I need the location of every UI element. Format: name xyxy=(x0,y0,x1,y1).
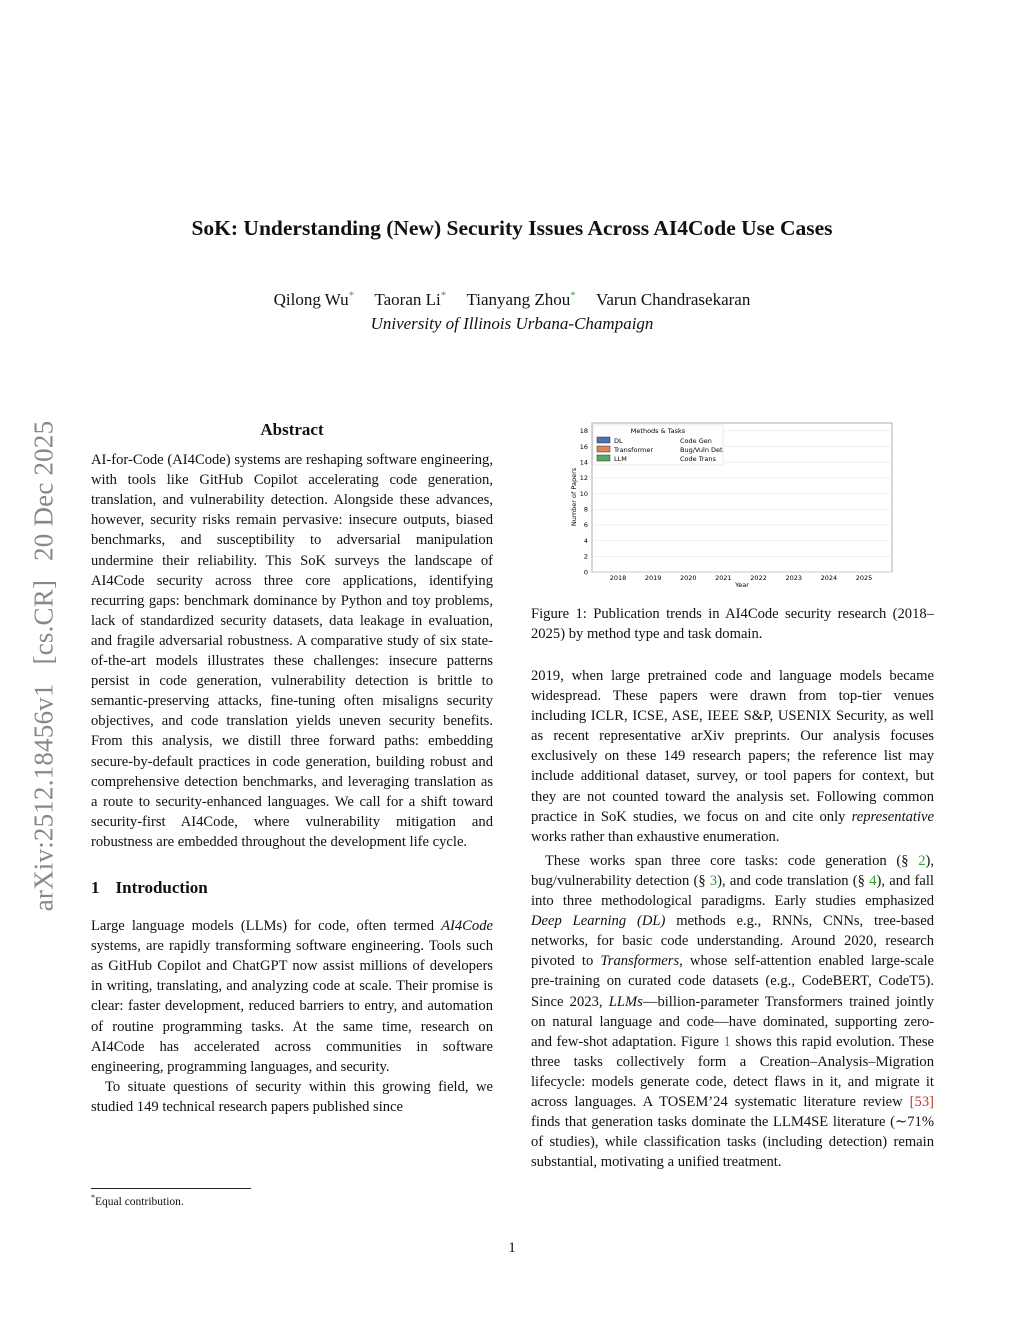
paper-title: SoK: Understanding (New) Security Issues Across AI4Code Use Cases xyxy=(191,216,833,240)
arxiv-id: arXiv:2512.18456v1 xyxy=(28,683,59,912)
x-tick-label: 2025 xyxy=(855,574,873,582)
footnote: *Equal contribution. xyxy=(91,1193,184,1208)
author: Varun Chandrasekaran xyxy=(595,289,751,309)
abstract-text: AI-for-Code (AI4Code) systems are reshaping software engineering, with tools like GitHub Copilot accelerating code generation, translation, and vulnerability detection. Alongside these advances, however, security risks remain pervasive: insecure outputs, biased benchmarks, and susceptibility to adversarial manipulation undermine their reliability. This SoK surveys the landscape of AI4Code security across three core applications, identifying recurring gaps: benchmark dominance by Python and toy problems, lack of standardized security datasets, data leakage in evaluation, and fragile adversarial robustness. A comparative study of six state-of-the-art models illustrates these challenges: insecure patterns persist in code generation, vulnerability detection is brittle to semantic-preserving attacks, fine-tuning often misaligns security objectives, and code translation yields uneven security benefits. From this analysis, we distill three forward paths: embedding secure-by-default practices in code generation, building robust and comprehensive detection benchmarks, and leveraging translation as a route to security-enhanced languages. We call for a shift toward security-first AI4Code, where vulnerability mitigation and robustness are embedded throughout the development life cycle. xyxy=(91,452,493,850)
y-tick-label: 12 xyxy=(579,474,588,483)
right-column xyxy=(531,666,934,1172)
legend-swatch-transformer xyxy=(597,446,610,452)
author: Taoran Li* xyxy=(374,289,447,309)
abstract-heading: Abstract xyxy=(260,420,324,439)
y-tick-label: 2 xyxy=(583,552,588,561)
right-paragraph-1: 2019, when large pretrained code and language models became widespread. These papers were drawn from top-tier venues including ICLR, ICSE, ASE, IEEE S&P, USENIX Security, as well as recent representative arXiv preprints. Our analysis focuses exclusively on these 149 research papers; the reference list may include additional dataset, survey, or tool papers for context, but they are not counted toward the analysis set. Following common practice in SoK studies, we focus on and cite only representative works rather than exhaustive enumeration. xyxy=(531,668,934,845)
section-ref-4[interactable]: 4 xyxy=(869,872,877,889)
legend-swatch-dl xyxy=(597,437,610,443)
section-title: Introduction xyxy=(115,877,208,897)
legend-title: Methods & Tasks xyxy=(630,427,686,435)
arxiv-date: 20 Dec 2025 xyxy=(28,420,59,561)
author-list xyxy=(0,289,1024,310)
y-tick-label: 8 xyxy=(583,505,588,514)
x-tick-label: 2022 xyxy=(750,574,767,582)
y-tick-label: 10 xyxy=(579,489,588,498)
legend-label-llm: LLM xyxy=(614,455,627,463)
legend-label-dl: DL xyxy=(614,437,623,445)
y-tick-label: 4 xyxy=(583,536,588,545)
section-ref-2[interactable]: 2 xyxy=(918,852,926,869)
figure-1-caption: Figure 1: Publication trends in AI4Code security research (2018–2025) by method type and task domain. xyxy=(531,606,934,643)
author: Qilong Wu* xyxy=(273,289,355,309)
figure-1-chart xyxy=(560,420,900,590)
x-tick-label: 2023 xyxy=(785,574,802,582)
y-tick-label: 16 xyxy=(579,442,588,451)
legend-swatch-llm xyxy=(597,455,610,461)
intro-paragraph-1: Large language models (LLMs) for code, often termed AI4Code systems, are rapidly transforming software engineering. Tools such as GitHub Copilot and ChatGPT now assist millions of developers in writing, translating, and analyzing code at scale. Their promise is clear: faster development, reduced barriers to entry, and automation of routine programming tasks. At the same time, research on AI4Code has accelerated across communities in software engineering, programming languages, and security. xyxy=(91,918,493,1075)
footnote-rule xyxy=(91,1188,251,1189)
y-tick-label: 6 xyxy=(583,521,588,530)
citation-53[interactable]: [53] xyxy=(909,1093,934,1110)
figure-ref-1[interactable]: 1 xyxy=(723,1033,731,1050)
right-paragraph-2: These works span three core tasks: code generation (§ 2), bug/vulnerability detection (§ 3), and code translation (§ 4), and fall into three methodological paradigms. Early studies emphasized Deep Learning (DL) methods e.g., RNNs, CNNs, tree-based networks, for basic code understanding. Around 2020, research pivoted to Transformers, whose self-attention enabled large-scale pre-training on curated code datasets (e.g., CodeBERT, CodeT5). Since 2023, LLMs—billion-parameter Transformers trained jointly on natural language and code—have dominated, supporting zero- and few-shot adaptation. Figure 1 shows this rapid evolution. These three tasks collectively form a Creation–Analysis–Migration lifecycle: models generate code, detect flaws in it, and migrate it across languages. A TOSEM’24 systematic literature review [53] finds that generation tasks dominate the LLM4SE literature (∼71% of studies), while classification tasks (including detection) remain substantial, motivating a unified treatment. xyxy=(531,852,934,1171)
x-tick-label: 2024 xyxy=(820,574,838,582)
section-number: 1 xyxy=(91,877,100,897)
y-axis-label: Number of Papers xyxy=(570,467,578,527)
page-number: 1 xyxy=(508,1240,516,1256)
section-heading-introduction xyxy=(91,878,493,898)
affiliation: University of Illinois Urbana-Champaign xyxy=(370,314,654,333)
x-axis-label: Year xyxy=(735,581,749,589)
y-tick-label: 18 xyxy=(579,427,588,436)
arxiv-category: [cs.CR] xyxy=(28,579,59,665)
arxiv-sidebar-stamp xyxy=(29,409,60,912)
x-tick-label: 2021 xyxy=(715,574,732,582)
x-tick-label: 2020 xyxy=(680,574,697,582)
legend-label-transformer: Transformer xyxy=(614,446,654,454)
section-ref-3[interactable]: 3 xyxy=(709,872,718,889)
x-tick-label: 2018 xyxy=(609,574,627,582)
y-tick-label: 0 xyxy=(583,568,588,577)
legend-task-bug-vuln: Bug/Vuln Det xyxy=(680,446,723,454)
chart-legend xyxy=(593,425,723,465)
legend-task-code-trans: Code Trans xyxy=(680,455,716,463)
y-tick-label: 14 xyxy=(579,458,588,467)
intro-paragraph-2: To situate questions of security within this growing field, we studied 149 technical research papers published since xyxy=(91,1078,493,1115)
author: Tianyang Zhou* xyxy=(466,289,576,309)
legend-task-code-gen: Code Gen xyxy=(680,437,712,445)
x-tick-label: 2019 xyxy=(644,574,662,582)
left-column xyxy=(91,420,493,1117)
